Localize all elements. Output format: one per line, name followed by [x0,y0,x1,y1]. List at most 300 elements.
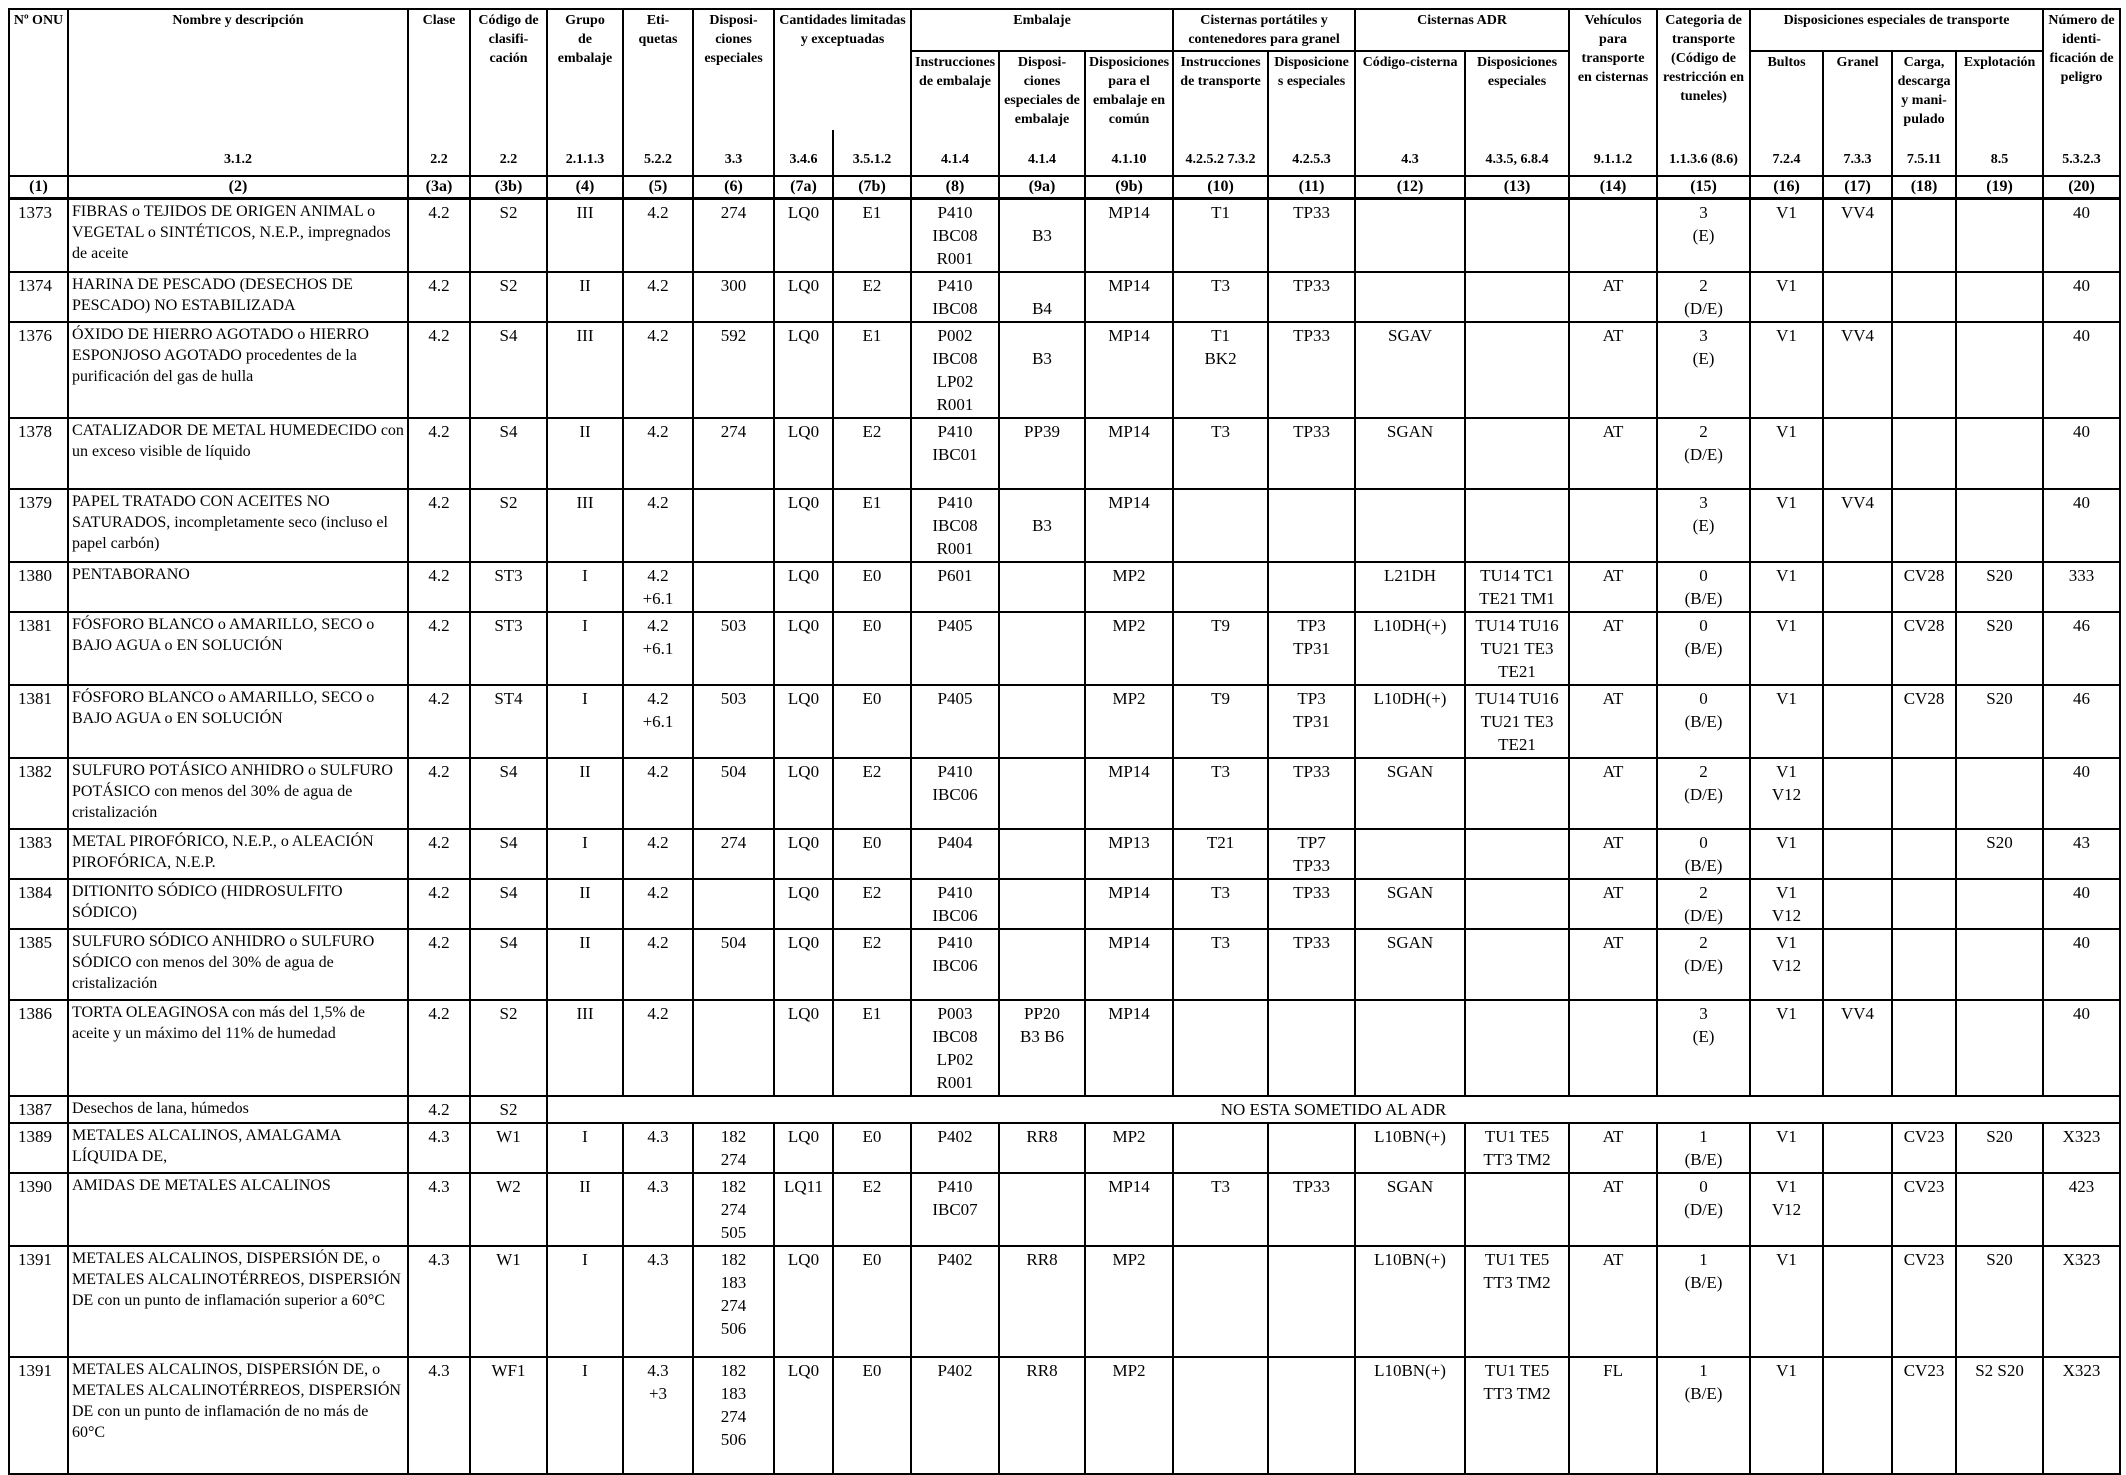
cell-line: IBC07 [932,1200,978,1219]
ref-label: 4.3 [1401,152,1419,167]
special-provisions-cell [693,685,774,758]
packing-group-cell [547,758,623,829]
cell-line: R001 [936,395,974,414]
cell-line: LQ0 [787,689,820,708]
cell-line: P402 [937,1127,973,1146]
cell-line [1573,491,1653,514]
cell-line: E0 [862,689,882,708]
header-class [408,9,470,130]
transport-category-cell [1657,685,1750,758]
cell-line: TP3 [1297,616,1326,635]
classification-code-cell: S2 [470,272,547,322]
cell-line: (D/E) [1684,785,1723,804]
cell-line: P405 [937,616,973,635]
packages-cell [1750,1000,1823,1096]
limited-quantity-cell [774,612,833,685]
ref-cell [1465,130,1569,176]
cell-line: BK2 [1204,349,1237,368]
cell-line: V1 [1776,326,1797,345]
classification-code-cell: ST3 [470,562,547,612]
packages-cell [1750,1246,1823,1357]
loading-cell [1892,199,1956,273]
cell-line: B3 [1032,516,1052,535]
cell-line: S20 [1986,1127,2013,1146]
cell-line: 40 [2073,493,2091,512]
hazard-number-cell [2043,272,2120,322]
limited-quantity-cell [774,1123,833,1173]
table-row [9,758,2120,829]
cell-line: TP31 [1293,712,1330,731]
class-cell: 4.2 [408,272,470,322]
cell-line: +3 [648,1384,668,1403]
header-explotacion [1956,51,2043,130]
cell-line: 4.3 [647,1127,669,1146]
ref-label: 2.1.1.3 [565,152,605,167]
packing-group-cell [547,418,623,489]
cell-line [1359,274,1461,297]
table-row [9,418,2120,489]
cell-line: LQ0 [787,1361,820,1380]
ref-label: 8.5 [1990,152,2009,167]
name-cell: SULFURO SÓDICO ANHIDRO o SULFURO SÓDICO con menos del 30% de agua de cristalización [68,929,408,1000]
ref-cell [1956,130,2043,176]
cell-line [1272,564,1351,587]
limited-quantity-cell [774,1173,833,1246]
cell-line: 274 [720,1150,747,1169]
ref-label: 4.1.4 [1028,152,1056,167]
cell-line: 40 [2073,203,2091,222]
table-row [9,829,2120,879]
header-group [547,9,623,130]
vehicle-cell [1569,489,1657,562]
excepted-quantity-cell [833,685,911,758]
cell-line: MP13 [1108,833,1150,852]
cell-line: SGAN [1386,933,1434,952]
ref-cell [68,130,408,176]
packing-instructions-cell [911,879,999,929]
header-pack-mixed [1085,51,1173,130]
bulk-cell [1823,758,1892,829]
bulk-cell [1823,879,1892,929]
cell-line: TU14 TC1 [1480,566,1554,585]
cell-line: V1 [1776,1361,1797,1380]
hazard-number-cell [2043,562,2120,612]
packing-special-cell [999,929,1085,1000]
hazard-number-cell [2043,199,2120,273]
tank-code-cell [1355,562,1465,612]
un-number-cell: 1390 [9,1173,68,1246]
operation-cell [1956,1123,2043,1173]
column-number: (15) [1657,176,1750,199]
cell-line [1573,201,1653,224]
name-cell: PENTABORANO [68,562,408,612]
tank-code-cell [1355,418,1465,489]
operation-cell [1956,758,2043,829]
class-cell: 4.2 [408,879,470,929]
cell-line: E1 [862,203,882,222]
class-cell: 4.3 [408,1357,470,1474]
operation-cell [1956,322,2043,418]
cell-line [1003,564,1081,587]
packing-instructions-cell [911,1123,999,1173]
packages-cell [1750,489,1823,562]
special-provisions-cell [693,829,774,879]
table-row [9,879,2120,929]
cell-line [1827,420,1888,443]
cell-line: 0 [1699,616,1708,635]
packing-instructions-cell [911,418,999,489]
packing-group-cell [547,199,623,273]
table-row [9,612,2120,685]
cell-line: MP14 [1108,1177,1150,1196]
special-provisions-cell [693,929,774,1000]
cell-line: TU14 TU16 [1475,689,1559,708]
cell-line: V12 [1771,956,1802,975]
cell-line: TU1 TE5 [1484,1250,1550,1269]
column-number: (9b) [1085,176,1173,199]
cell-line: P410 [937,1177,973,1196]
header-vehicles [1569,9,1657,130]
header-hazard-label: Número de identi-ficación de peligro [2048,13,2115,85]
cell-line: TP33 [1293,1177,1330,1196]
cell-line: TP31 [1293,639,1330,658]
excepted-quantity-cell [833,758,911,829]
cell-line [1896,274,1952,297]
portable-tank-special-cell [1268,489,1355,562]
packing-group-cell [547,322,623,418]
vehicle-cell [1569,829,1657,879]
header-name-label: Nombre y descripción [172,13,304,28]
tank-special-cell [1465,322,1569,418]
mixed-packing-cell [1085,322,1173,418]
operation-cell [1956,199,2043,273]
cell-line: SGAV [1387,326,1433,345]
header-group-line: embalaje [557,51,613,66]
packages-cell [1750,562,1823,612]
classification-code-cell: S4 [470,418,547,489]
packing-group-cell [547,1123,623,1173]
cell-line [1896,201,1952,224]
cell-line: LP02 [936,372,974,391]
cell-line: 4.3 [647,1177,669,1196]
cell-line: 503 [720,689,747,708]
tank-code-cell [1355,1246,1465,1357]
cell-line: (E) [1692,1027,1715,1046]
table-row [9,1096,2120,1123]
table-row [9,199,2120,273]
class-cell: 4.3 [408,1173,470,1246]
limited-quantity-cell [774,1246,833,1357]
portable-tank-special-cell [1268,418,1355,489]
header-special-transport-label: Disposiciones especiales de transporte [1783,13,2010,28]
name-cell: HARINA DE PESCADO (DESECHOS DE PESCADO) NO ESTABILIZADA [68,272,408,322]
cell-line: 274 [720,422,747,441]
table-row [9,1357,2120,1474]
excepted-quantity-cell [833,1123,911,1173]
tank-special-cell [1465,199,1569,273]
cell-line: B4 [1032,299,1052,318]
classification-code-cell: W1 [470,1246,547,1357]
excepted-quantity-cell [833,879,911,929]
cell-line: LQ0 [787,833,820,852]
cell-line: TP33 [1293,422,1330,441]
transport-category-cell [1657,1000,1750,1096]
class-cell: 4.3 [408,1246,470,1357]
cell-line: T9 [1211,616,1230,635]
cell-line: 4.3 [647,1250,669,1269]
portable-tank-special-cell [1268,612,1355,685]
packing-instructions-cell [911,829,999,879]
packing-instructions-cell [911,199,999,273]
cell-line [1177,491,1264,514]
ref-cell [1892,130,1956,176]
cell-line [1359,1002,1461,1025]
mixed-packing-cell [1085,199,1173,273]
cell-line: L10BN(+) [1374,1127,1446,1146]
tank-code-cell [1355,1357,1465,1474]
cell-line: E2 [862,762,882,781]
cell-line: E2 [862,422,882,441]
cell-line: LQ0 [787,326,820,345]
packing-instructions-cell [911,1357,999,1474]
portable-tank-instructions-cell [1173,758,1268,829]
loading-cell [1892,1123,1956,1173]
transport-category-cell [1657,418,1750,489]
ref-label: 5.3.2.3 [2062,152,2101,167]
un-number-cell: 1376 [9,322,68,418]
header-tank-sp [1465,51,1569,130]
portable-tank-instructions-cell [1173,1123,1268,1173]
name-cell: TORTA OLEAGINOSA con más del 1,5% de aceite y un máximo del 11% de humedad [68,1000,408,1096]
cell-line: 0 [1699,689,1708,708]
header-hazard [2043,9,2120,130]
ref-cell [1569,130,1657,176]
cell-line: T3 [1211,1177,1230,1196]
cell-line [697,491,770,514]
ref-cell [693,130,774,176]
operation-cell [1956,685,2043,758]
packing-group-cell [547,1357,623,1474]
cell-line [1359,201,1461,224]
column-number: (20) [2043,176,2120,199]
cell-line: L10DH(+) [1373,616,1447,635]
header-special-provisions [693,9,774,130]
name-cell: METALES ALCALINOS, DISPERSIÓN DE, o METALES ALCALINOTÉRREOS, DISPERSIÓN DE con un punto de inflamación superior a 60°C [68,1246,408,1357]
cell-line: FL [1603,1361,1623,1380]
cell-line: E2 [862,883,882,902]
limited-quantity-cell [774,829,833,879]
cell-line [1827,564,1888,587]
header-portable-label: Cisternas portátiles y contenedores para granel [1188,13,1340,47]
labels-cell [623,829,693,879]
cell-line: VV4 [1841,326,1875,345]
packing-group-cell [547,272,623,322]
cell-line [1003,201,1081,224]
cell-line: 182 [720,1361,747,1380]
packages-cell [1750,322,1823,418]
tank-code-cell [1355,1000,1465,1096]
cell-line: AT [1602,276,1624,295]
header-pack-sp [999,51,1085,130]
portable-tank-special-cell [1268,322,1355,418]
mixed-packing-cell [1085,418,1173,489]
header-packaging [911,9,1173,51]
cell-line: II [579,422,591,441]
header-adr-tanks [1355,9,1569,51]
excepted-quantity-cell [833,322,911,418]
cell-line: L10DH(+) [1373,689,1447,708]
cell-line [697,1002,770,1025]
special-provisions-cell [693,758,774,829]
packing-instructions-cell [911,1173,999,1246]
cell-line: 4.2 [647,276,669,295]
classification-code-cell: S4 [470,829,547,879]
cell-line: E2 [862,276,882,295]
labels-cell [623,1173,693,1246]
cell-line [1469,201,1565,224]
cell-line: LQ0 [787,422,820,441]
cell-line: AT [1602,566,1624,585]
cell-line: 2 [1699,276,1708,295]
hazard-number-cell [2043,489,2120,562]
cell-line: TU21 TE3 [1480,712,1554,731]
cell-line: LQ0 [787,1250,820,1269]
cell-line [1573,1002,1653,1025]
cell-line: (D/E) [1684,906,1723,925]
table-row [9,1123,2120,1173]
mixed-packing-cell [1085,1000,1173,1096]
cell-line: III [576,203,594,222]
cell-line: I [582,833,588,852]
cell-line: RR8 [1026,1361,1058,1380]
tank-special-cell [1465,1123,1569,1173]
header-port-sp-label: Disposicione s especiales [1274,55,1349,89]
classification-code-cell: W1 [470,1123,547,1173]
ref-label: 3.3 [724,152,743,167]
cell-line: TP33 [1293,203,1330,222]
cell-line [1469,491,1565,514]
not-subject-note: NO ESTA SOMETIDO AL ADR [547,1096,2120,1123]
cell-line [1177,1002,1264,1025]
limited-quantity-cell [774,489,833,562]
cell-line: 274 [720,1200,747,1219]
name-cell: FÓSFORO BLANCO o AMARILLO, SECO o BAJO AGUA o EN SOLUCIÓN [68,685,408,758]
cell-line: P410 [937,493,973,512]
column-number: (17) [1823,176,1892,199]
hazard-number-cell [2043,1000,2120,1096]
loading-cell [1892,418,1956,489]
header-explot-label: Explotación [1963,55,2036,70]
mixed-packing-cell [1085,829,1173,879]
packing-special-cell [999,879,1085,929]
name-cell: AMIDAS DE METALES ALCALINOS [68,1173,408,1246]
cell-line [1272,1002,1351,1025]
portable-tank-instructions-cell [1173,879,1268,929]
cell-line: 504 [720,933,747,952]
bulk-cell [1823,322,1892,418]
cell-line [1177,1359,1264,1382]
cell-line: P410 [937,422,973,441]
ref-label: 3.4.6 [789,152,818,167]
header-category [1657,9,1750,130]
cell-line: III [576,1004,594,1023]
vehicle-cell [1569,929,1657,1000]
un-number-cell: 1379 [9,489,68,562]
hazard-number-cell [2043,879,2120,929]
header-adr-tanks-label: Cisternas ADR [1417,13,1507,28]
ref-cell [9,130,68,176]
cell-line: RR8 [1026,1250,1058,1269]
cell-line: T21 [1206,833,1235,852]
cell-line [1359,831,1461,854]
bulk-cell [1823,418,1892,489]
cell-line: (B/E) [1684,639,1723,658]
portable-tank-special-cell [1268,1123,1355,1173]
cell-line: LQ0 [787,203,820,222]
header-tank-code-label: Código-cisterna [1362,55,1458,70]
cell-line [1003,760,1081,783]
cell-line: II [579,276,591,295]
labels-cell [623,322,693,418]
cell-line: V12 [1771,906,1802,925]
cell-line: V1 [1776,1250,1797,1269]
cell-line: P410 [937,933,973,952]
cell-line: I [582,1361,588,1380]
cell-line: +6.1 [642,712,674,731]
portable-tank-instructions-cell [1173,1000,1268,1096]
cell-line [1177,564,1264,587]
cell-line [1827,831,1888,854]
cell-line: 43 [2073,833,2091,852]
table-row [9,489,2120,562]
transport-category-cell [1657,612,1750,685]
header-limited-label: Cantidades limitadas y exceptuadas [779,13,906,47]
cell-line: X323 [2062,1127,2101,1146]
loading-cell [1892,562,1956,612]
cell-line: (B/E) [1684,589,1723,608]
cell-line: B3 B6 [1020,1027,1064,1046]
excepted-quantity-cell [833,1173,911,1246]
cell-line [1827,931,1888,954]
cell-line: IBC08 [932,1027,978,1046]
cell-line: CV28 [1903,566,1945,585]
ref-cell [623,130,693,176]
header-code-line: clasifi- [488,32,529,47]
class-cell: 4.2 [408,1000,470,1096]
portable-tank-instructions-cell [1173,322,1268,418]
ref-cell [911,130,999,176]
packing-group-cell [547,1246,623,1357]
ref-cell [408,130,470,176]
excepted-quantity-cell [833,1246,911,1357]
operation-cell [1956,929,2043,1000]
header-bultos [1750,51,1823,130]
tank-special-cell [1465,1173,1569,1246]
packing-special-cell [999,685,1085,758]
transport-category-cell [1657,879,1750,929]
cell-line: I [582,1127,588,1146]
cell-line: P410 [937,203,973,222]
cell-line: E2 [862,1177,882,1196]
cell-line [1960,1175,2039,1198]
cell-line: AT [1602,616,1624,635]
labels-cell [623,612,693,685]
vehicle-cell [1569,758,1657,829]
cell-line [697,881,770,904]
cell-line: MP14 [1108,326,1150,345]
cell-line: T3 [1211,762,1230,781]
cell-line: TU1 TE5 [1484,1361,1550,1380]
